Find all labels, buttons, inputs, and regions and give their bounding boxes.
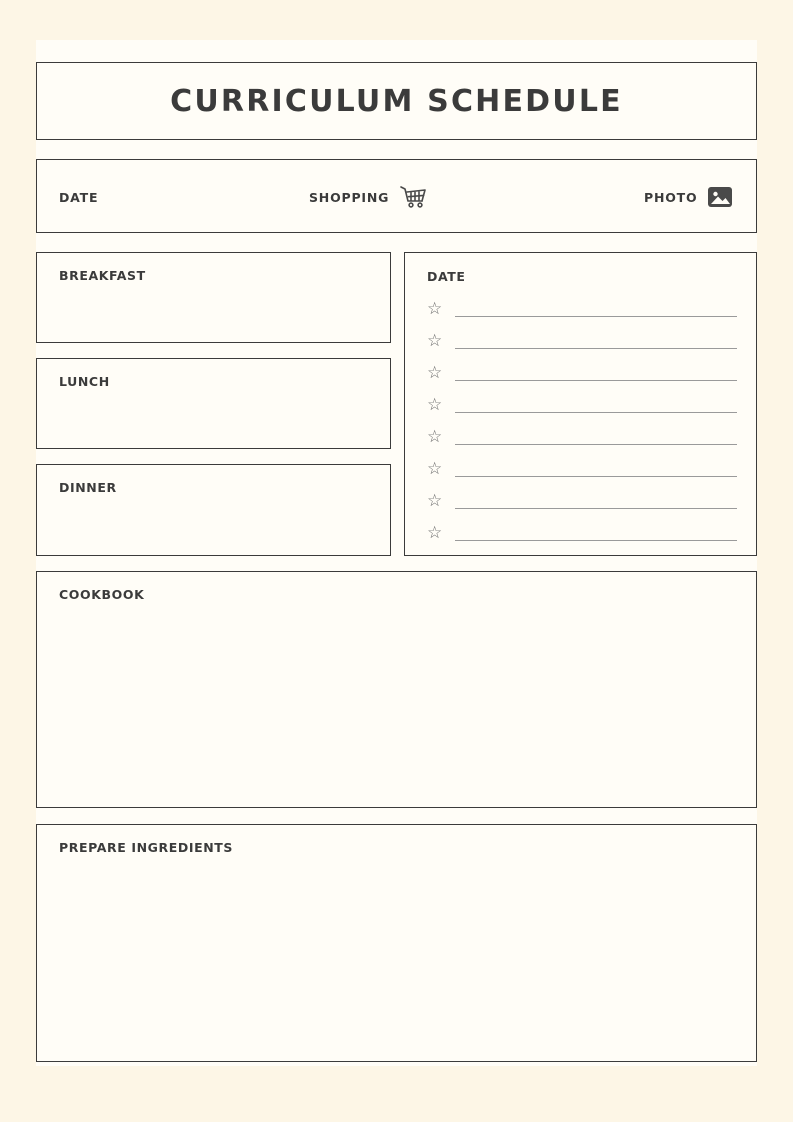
list-item-line[interactable] — [455, 398, 737, 413]
cookbook-box[interactable] — [36, 571, 757, 808]
list-item[interactable] — [427, 325, 737, 357]
star-outline-icon[interactable]: ☆ — [427, 298, 443, 319]
star-outline-icon[interactable]: ☆ — [427, 490, 443, 511]
list-item-line[interactable] — [455, 430, 737, 445]
shopping-cart-icon — [399, 184, 427, 210]
prepare-ingredients-label: PREPARE INGREDIENTS — [59, 840, 234, 855]
shopping-label: SHOPPING — [309, 189, 390, 205]
date-field[interactable] — [59, 160, 98, 234]
list-item-line[interactable] — [455, 462, 737, 477]
list-item[interactable] — [427, 517, 737, 549]
list-item[interactable] — [427, 485, 737, 517]
image-icon — [707, 184, 733, 210]
star-outline-icon[interactable]: ☆ — [427, 394, 443, 415]
list-item[interactable] — [427, 293, 737, 325]
star-outline-icon[interactable]: ☆ — [427, 458, 443, 479]
list-item-line[interactable] — [455, 334, 737, 349]
breakfast-label: BREAKFAST — [59, 268, 146, 283]
list-item[interactable] — [427, 357, 737, 389]
page-title: CURRICULUM SCHEDULE — [170, 83, 623, 119]
dinner-box[interactable] — [36, 464, 391, 556]
dinner-label: DINNER — [59, 480, 117, 495]
star-outline-icon[interactable]: ☆ — [427, 362, 443, 383]
list-item[interactable] — [427, 453, 737, 485]
star-outline-icon[interactable]: ☆ — [427, 330, 443, 351]
lunch-box[interactable] — [36, 358, 391, 449]
list-item-line[interactable] — [455, 526, 737, 541]
cookbook-label: COOKBOOK — [59, 587, 145, 602]
list-item-line[interactable] — [455, 494, 737, 509]
starred-list-rows — [427, 293, 737, 549]
list-item-line[interactable] — [455, 302, 737, 317]
lunch-label: LUNCH — [59, 374, 110, 389]
list-item[interactable] — [427, 421, 737, 453]
shopping-field[interactable] — [309, 160, 427, 234]
photo-field[interactable] — [644, 160, 733, 234]
meta-row — [36, 159, 757, 233]
title-box — [36, 62, 757, 140]
star-outline-icon[interactable]: ☆ — [427, 426, 443, 447]
star-outline-icon[interactable]: ☆ — [427, 522, 443, 543]
starred-list-box — [404, 252, 757, 556]
date-label: DATE — [59, 189, 99, 205]
list-item[interactable] — [427, 389, 737, 421]
photo-label: PHOTO — [644, 189, 698, 205]
starred-list-label: DATE — [427, 269, 466, 284]
breakfast-box[interactable] — [36, 252, 391, 343]
list-item-line[interactable] — [455, 366, 737, 381]
prepare-ingredients-box[interactable] — [36, 824, 757, 1062]
